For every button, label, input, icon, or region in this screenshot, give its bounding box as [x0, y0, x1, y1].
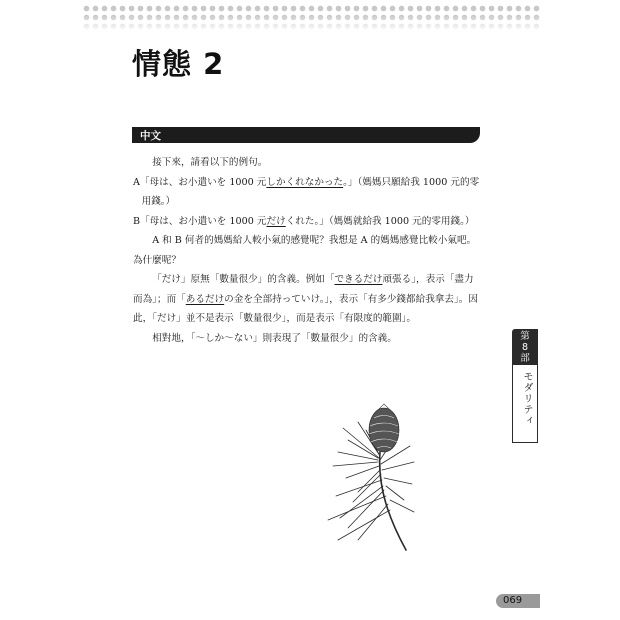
page-title: 情態 2	[132, 47, 225, 81]
example-a-underline: しかくれなかった	[266, 176, 344, 188]
dake-text-a: 「だけ」原無「數量很少」的含義。例如「	[152, 274, 335, 285]
dake-text-c: の金を全部持っていけ。」，表示「有多少錢都給我拿去」。因此，「だけ」並不是表示「數量很少」，而是表示「有限度的範圍」。	[133, 293, 478, 324]
part-char-2: 部	[520, 353, 530, 364]
section-header-bar	[132, 127, 480, 143]
example-a	[133, 173, 480, 212]
body-text	[133, 153, 480, 348]
paragraph-dake	[133, 270, 480, 329]
example-a-suffix: 。」（媽媽只願給我 1000 元的零用錢。）	[141, 176, 480, 207]
dot-pattern-fade	[82, 4, 540, 30]
dake-underline-2: あるだけ	[185, 293, 225, 305]
example-b-suffix: くれた。」（媽媽就給我 1000 元的零用錢。）	[285, 215, 475, 227]
example-a-prefix: A「母は、お小遣いを 1000 元	[133, 176, 267, 188]
dake-underline-1: できるだけ	[334, 274, 383, 285]
chapter-part-label	[512, 329, 538, 365]
chapter-title-box	[512, 365, 538, 443]
chapter-title-vertical: モダリティ	[521, 371, 532, 426]
part-char-1: 第	[520, 331, 530, 342]
example-b-prefix: B「母は、お小遣いを 1000 元	[133, 215, 267, 227]
page-number-tab	[496, 594, 540, 608]
section-label: 中文	[140, 130, 161, 142]
pinecone-branch-illustration	[318, 400, 418, 560]
example-b-underline: だけ	[266, 215, 286, 227]
dake-text-b: 頑張る」，表示「盡力而為」；而「	[133, 274, 474, 305]
chapter-side-tab	[512, 329, 538, 443]
part-number: 8	[521, 342, 529, 353]
paragraph-question: A 和 B 何者的媽媽給人較小氣的感覺呢？我想是 A 的媽媽感覺比較小氣吧。為什麼呢？	[133, 235, 477, 266]
example-b	[133, 212, 480, 232]
paragraph-shika: 相對地，「〜しか〜ない」則表現了「數量很少」的含義。	[152, 332, 397, 344]
page-number: 069	[503, 595, 523, 606]
paragraph-intro: 接下來，請看以下的例句。	[152, 157, 268, 168]
